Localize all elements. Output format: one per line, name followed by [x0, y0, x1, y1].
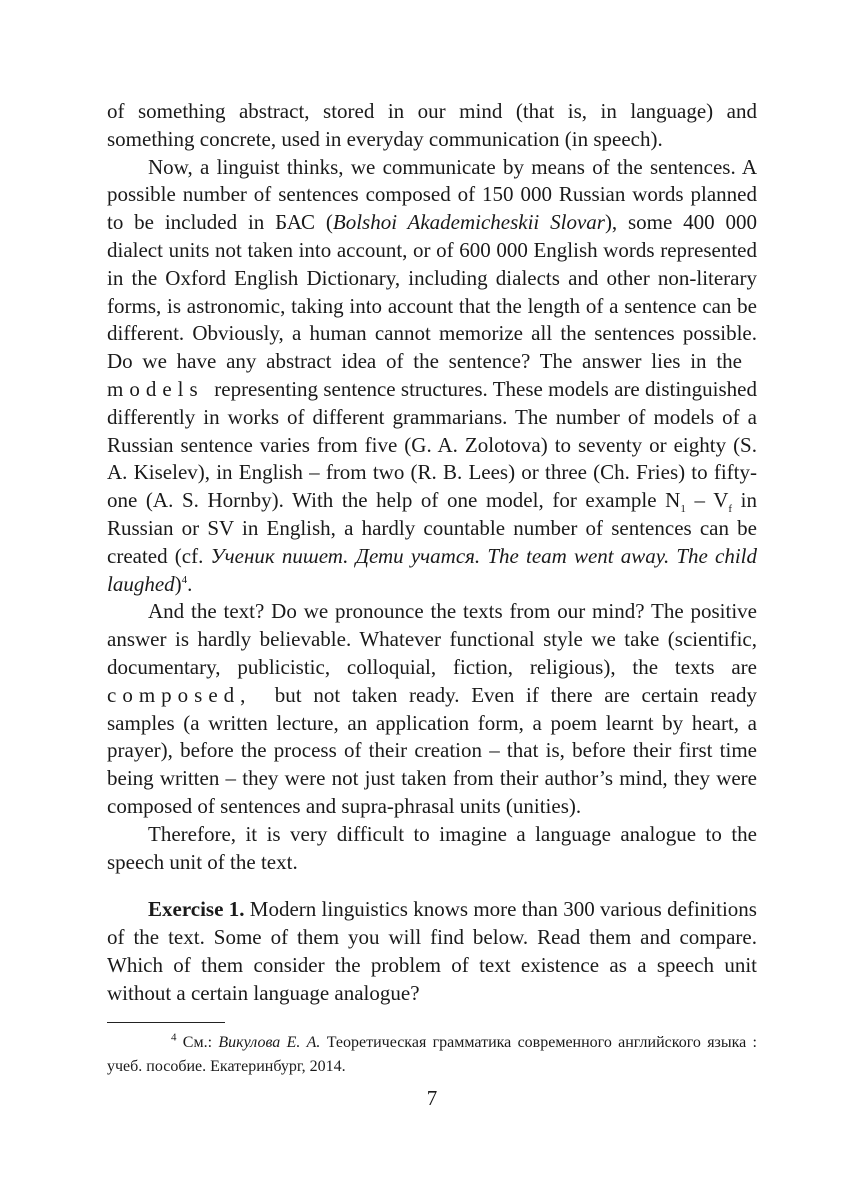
footnote-author: Викулова Е. А.	[218, 1033, 321, 1051]
subscript-1: 1	[680, 503, 686, 516]
spaced-term-models: models	[107, 376, 204, 401]
page-body	[107, 98, 757, 1112]
footnote-number: 4	[171, 1031, 177, 1044]
subscript-f: f	[728, 503, 733, 516]
paragraph-3: And the text? Do we pronounce the texts from our mind? The positive answer is hardly believable. Whatever functional style we take (scientific, documentary, publicistic, colloquial, fiction, religious), the texts are composed, but not taken ready. Even if there are certain ready samples (a written lecture, an application form, a poem learnt by heart, a prayer), before the process of their creation – that is, before their first time being written – they were not just taken from their author’s mind, they were composed of sentences and supra-phrasal units (unities).	[107, 599, 758, 818]
footnote-divider	[107, 1022, 225, 1023]
page-number: 7	[426, 1085, 438, 1110]
italic-examples: Ученик пишет. Дети учатся. The team went away. The child laughed	[107, 543, 758, 596]
exercise-label: Exercise 1.	[148, 897, 245, 922]
spaced-term-composed: composed,	[107, 682, 252, 707]
exercise-paragraph: Exercise 1. Modern linguistics knows more than 300 various definitions of the text. Some of them you will find below. Read them and compare. Which of them consider the problem of text existence as a speech unit without a certain language analogue?	[107, 897, 757, 1005]
paragraph-1: of something abstract, stored in our mind (that is, in language) and something concrete, used in everyday communication (in speech).	[107, 99, 757, 151]
paragraph-2: Now, a linguist thinks, we communicate by means of the sentences. A possible number of sentences composed of 150 000 Russian words planned to be included in БАС (Bolshoi Akademicheskii Slovar), some 400 000 dialect units not taken into account, or of 600 000 English words represented in the Oxford English Dictionary, including dialects and other non-literary forms, is astronomic, taking into account that the length of a sentence can be different. Obviously, a human cannot memorize all the sentences possible. Do we have any abstract idea of the sentence? The answer lies in the models representing sentence structures. These models are distinguished differently in works of different grammarians. The number of models of a Russian sentence varies from five (G. A. Zolotova) to seventy or eighty (S. A. Kiselev), in English – from two (R. B. Lees) or three (Ch. Fries) to fifty-one (A. S. Hornby). With the help of one model, for example $N_1 - V_f$ in Russian or SV in English, a hardly countable number of sentences can be created (cf. Ученик пишет. Дети учатся. The team went away. The child laughed)$^4$.	[107, 154, 758, 596]
paragraph-4: Therefore, it is very difficult to imagine a language analogue to the speech unit of the text.	[107, 821, 757, 874]
italic-title: Bolshoi Akademicheskii Slovar	[332, 210, 605, 235]
footnote: $^4$ См.: Викулова Е. А. Теоретическая грамматика современного английского языка : учеб. пособие. Екатеринбург, 2014.	[107, 1031, 758, 1075]
footnote-ref[interactable]: 4	[181, 573, 188, 586]
